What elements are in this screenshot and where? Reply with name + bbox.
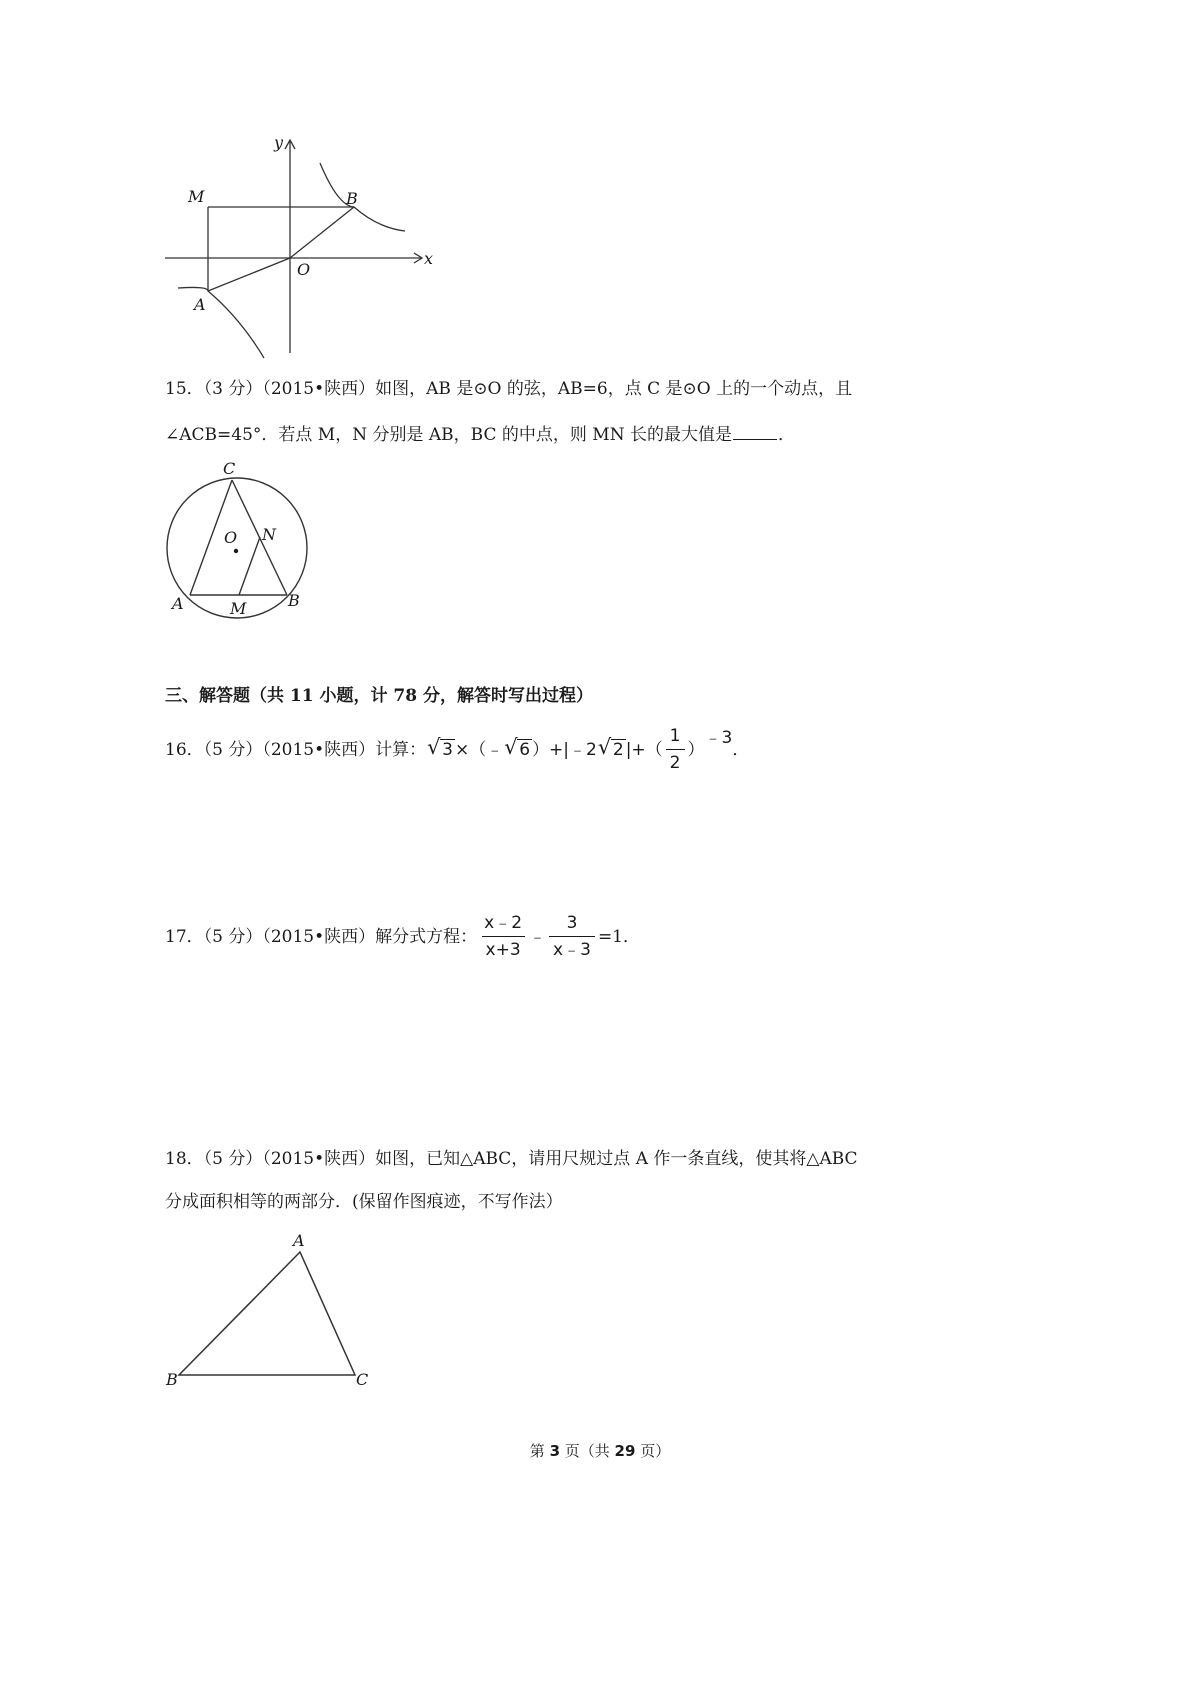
sqrt-6: √ 6 <box>504 734 531 760</box>
q17-minus: ﹣ <box>529 926 547 947</box>
sqrt-3: √ 3 <box>427 734 453 760</box>
q15-line2-end: ． <box>777 425 795 445</box>
q18-figure <box>160 1225 390 1395</box>
current-page-number: 3 <box>549 1442 560 1460</box>
q16-abs-close: |+（ <box>625 739 663 760</box>
label-y: y <box>274 133 284 152</box>
fraction-1-numerator: x﹣2 <box>484 913 523 933</box>
total-page-count: 29 <box>614 1442 636 1460</box>
fraction-2-denominator: x﹣3 <box>549 936 595 961</box>
q17-prefix: 17．（5 分）（2015•陕西）解分式方程： <box>165 926 478 947</box>
center-point-O <box>234 549 238 553</box>
label-A: A <box>194 295 206 314</box>
label-B: B <box>346 189 358 208</box>
q16-prefix: 16．（5 分）（2015•陕西）计算： <box>165 739 427 760</box>
sqrt-2: √ 2 <box>597 734 624 760</box>
label-O: O <box>224 528 238 547</box>
label-C: C <box>356 1370 369 1389</box>
q17 <box>165 912 640 961</box>
q16-close: ） <box>687 739 705 760</box>
label-B: B <box>166 1370 178 1389</box>
fraction-denominator: 2 <box>666 749 685 774</box>
label-x: x <box>424 249 434 268</box>
section-heading: 三、解答题（共 11 小题，计 78 分，解答时写出过程） <box>165 686 593 706</box>
q16 <box>165 725 749 774</box>
q16-exponent: ﹣3 <box>704 728 733 748</box>
radicand-3: 3 <box>442 739 453 760</box>
segment-M-N <box>239 537 260 595</box>
fraction-numerator: 1 <box>669 726 681 746</box>
page-footer <box>0 1440 1200 1461</box>
q16-end: ． <box>732 739 750 760</box>
segment-B-O <box>290 207 354 258</box>
q15-line2-text: ∠ACB=45°．若点 M，N 分别是 AB，BC 的中点，则 MN 长的最大值是 <box>165 425 732 445</box>
fraction-2-numerator: 3 <box>566 913 578 933</box>
triangle-ABC <box>179 1252 355 1375</box>
footer-pre: 第 <box>529 1442 550 1460</box>
q15-line1: 15．（3 分）（2015•陕西）如图，AB 是⊙O 的弦，AB=6，点 C 是⊙O 上的一个动点，且 <box>165 379 853 399</box>
label-M: M <box>188 187 205 206</box>
q17-rhs: =1． <box>597 926 640 947</box>
circle-O <box>167 478 307 618</box>
hyperbola-branch-2 <box>178 287 264 358</box>
q15-line2 <box>165 424 795 446</box>
q18-line1: 18．（5 分）（2015•陕西）如图，已知△ABC，请用尺规过点 A 作一条直线，使其将△ABC <box>165 1149 858 1169</box>
fraction-1 <box>480 912 526 961</box>
label-A: A <box>293 1231 305 1250</box>
fraction-2 <box>549 912 595 961</box>
fraction-half <box>666 725 685 774</box>
segment-O-A <box>208 258 290 291</box>
q15-figure <box>160 458 350 628</box>
label-M: M <box>230 599 247 618</box>
label-C: C <box>223 459 236 478</box>
fraction-1-denominator: x+3 <box>482 936 525 961</box>
q16-abs-open: ）+|﹣2 <box>532 739 597 760</box>
label-A: A <box>172 594 184 613</box>
radicand-2: 2 <box>612 739 624 760</box>
footer-mid: 页（共 <box>560 1442 615 1460</box>
label-B: B <box>288 591 300 610</box>
answer-blank[interactable] <box>733 424 777 440</box>
label-N: N <box>262 525 276 544</box>
q16-times: ×（﹣ <box>454 739 504 760</box>
q18-line2: 分成面积相等的两部分．(保留作图痕迹，不写作法） <box>165 1192 563 1212</box>
q14-figure <box>160 128 460 368</box>
radicand-6: 6 <box>519 739 531 760</box>
hyperbola-branch-1 <box>320 163 405 231</box>
footer-post: 页） <box>635 1442 671 1460</box>
label-O: O <box>297 260 311 279</box>
